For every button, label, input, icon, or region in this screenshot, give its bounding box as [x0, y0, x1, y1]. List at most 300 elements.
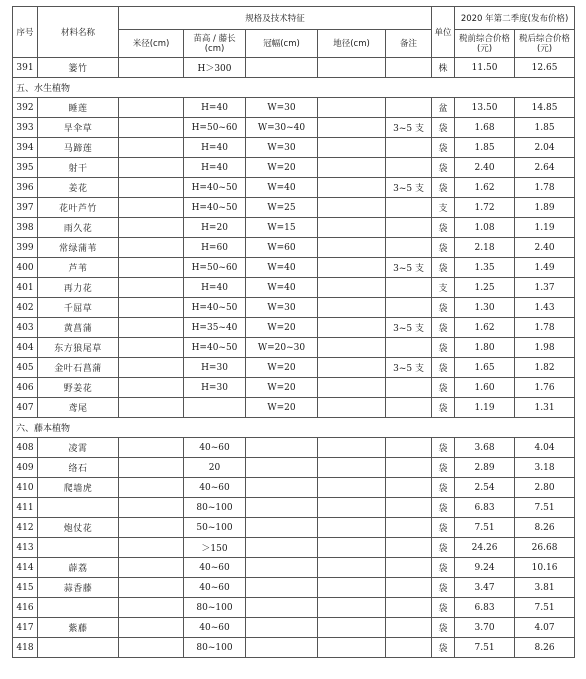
cell-seq: 412	[13, 518, 38, 538]
cell-seq: 407	[13, 398, 38, 418]
cell-pretax-price: 11.50	[455, 58, 515, 78]
cell-unit: 支	[432, 198, 455, 218]
cell-crown: W=40	[246, 178, 318, 198]
cell-height	[184, 398, 246, 418]
cell-note	[386, 518, 432, 538]
cell-unit: 袋	[432, 458, 455, 478]
cell-pretax-price: 7.51	[455, 518, 515, 538]
cell-posttax-price: 1.89	[515, 198, 575, 218]
cell-rice-diameter	[119, 98, 184, 118]
col-name-header: 材料名称	[38, 7, 119, 58]
section-row	[13, 78, 575, 98]
section-label: 六、藤本植物	[13, 418, 575, 438]
cell-name: 东方狼尾草	[38, 338, 119, 358]
cell-name	[38, 498, 119, 518]
cell-ground-diameter	[318, 198, 386, 218]
cell-rice-diameter	[119, 398, 184, 418]
cell-posttax-price: 1.43	[515, 298, 575, 318]
cell-ground-diameter	[318, 558, 386, 578]
cell-pretax-price: 3.47	[455, 578, 515, 598]
table-row	[13, 618, 575, 638]
cell-name: 再力花	[38, 278, 119, 298]
cell-ground-diameter	[318, 338, 386, 358]
cell-height: H=40~50	[184, 198, 246, 218]
cell-crown	[246, 538, 318, 558]
cell-pretax-price: 1.72	[455, 198, 515, 218]
cell-crown: W=20	[246, 398, 318, 418]
cell-posttax-price: 12.65	[515, 58, 575, 78]
cell-note	[386, 58, 432, 78]
cell-pretax-price: 1.62	[455, 178, 515, 198]
table-row	[13, 218, 575, 238]
cell-crown: W=20	[246, 318, 318, 338]
cell-seq: 417	[13, 618, 38, 638]
cell-note	[386, 618, 432, 638]
cell-height: H=60	[184, 238, 246, 258]
cell-height: H＞300	[184, 58, 246, 78]
cell-rice-diameter	[119, 278, 184, 298]
cell-posttax-price: 3.81	[515, 578, 575, 598]
cell-posttax-price: 4.07	[515, 618, 575, 638]
cell-pretax-price: 24.26	[455, 538, 515, 558]
cell-unit: 袋	[432, 578, 455, 598]
cell-rice-diameter	[119, 638, 184, 658]
cell-seq: 401	[13, 278, 38, 298]
cell-height: 40~60	[184, 618, 246, 638]
table-row	[13, 598, 575, 618]
cell-ground-diameter	[318, 58, 386, 78]
col-height-header: 苗高 / 藤长 (cm)	[184, 30, 246, 58]
table-row	[13, 58, 575, 78]
cell-ground-diameter	[318, 218, 386, 238]
cell-name: 姜花	[38, 178, 119, 198]
cell-posttax-price: 2.04	[515, 138, 575, 158]
cell-posttax-price: 8.26	[515, 638, 575, 658]
cell-height: H=40	[184, 278, 246, 298]
cell-posttax-price: 7.51	[515, 498, 575, 518]
cell-crown: W=40	[246, 258, 318, 278]
cell-pretax-price: 3.70	[455, 618, 515, 638]
cell-rice-diameter	[119, 318, 184, 338]
cell-note	[386, 398, 432, 418]
cell-seq: 404	[13, 338, 38, 358]
cell-name: 马蹄莲	[38, 138, 119, 158]
table-row	[13, 398, 575, 418]
cell-note	[386, 458, 432, 478]
cell-unit: 株	[432, 58, 455, 78]
col-rice-diameter-header: 米径(cm)	[119, 30, 184, 58]
cell-ground-diameter	[318, 618, 386, 638]
cell-ground-diameter	[318, 98, 386, 118]
cell-note	[386, 278, 432, 298]
cell-crown	[246, 438, 318, 458]
col-ground-diameter-header: 地径(cm)	[318, 30, 386, 58]
cell-height: 40~60	[184, 578, 246, 598]
cell-rice-diameter	[119, 138, 184, 158]
cell-ground-diameter	[318, 318, 386, 338]
price-table	[12, 6, 575, 658]
cell-pretax-price: 2.54	[455, 478, 515, 498]
cell-name: 雨久花	[38, 218, 119, 238]
cell-seq: 405	[13, 358, 38, 378]
cell-height: H=40~50	[184, 338, 246, 358]
cell-crown	[246, 518, 318, 538]
cell-seq: 415	[13, 578, 38, 598]
col-seq-header: 序号	[13, 7, 38, 58]
cell-ground-diameter	[318, 478, 386, 498]
cell-posttax-price: 1.98	[515, 338, 575, 358]
table-row	[13, 438, 575, 458]
cell-height: 40~60	[184, 438, 246, 458]
cell-ground-diameter	[318, 518, 386, 538]
cell-unit: 袋	[432, 478, 455, 498]
cell-seq: 402	[13, 298, 38, 318]
cell-unit: 盆	[432, 98, 455, 118]
cell-name: 篓竹	[38, 58, 119, 78]
cell-unit: 袋	[432, 638, 455, 658]
col-note-header: 备注	[386, 30, 432, 58]
table-row	[13, 158, 575, 178]
cell-name: 野姜花	[38, 378, 119, 398]
cell-posttax-price: 1.78	[515, 178, 575, 198]
cell-note	[386, 338, 432, 358]
cell-note	[386, 598, 432, 618]
cell-name: 芦苇	[38, 258, 119, 278]
section-row	[13, 418, 575, 438]
table-row	[13, 118, 575, 138]
cell-height: 80~100	[184, 598, 246, 618]
cell-pretax-price: 1.68	[455, 118, 515, 138]
cell-posttax-price: 1.31	[515, 398, 575, 418]
cell-unit: 袋	[432, 258, 455, 278]
cell-crown: W=20	[246, 158, 318, 178]
cell-name	[38, 598, 119, 618]
cell-height: 40~60	[184, 478, 246, 498]
cell-pretax-price: 1.08	[455, 218, 515, 238]
cell-height: 80~100	[184, 498, 246, 518]
cell-posttax-price: 8.26	[515, 518, 575, 538]
cell-note	[386, 478, 432, 498]
cell-name: 鸢尾	[38, 398, 119, 418]
cell-height: 50~100	[184, 518, 246, 538]
cell-note	[386, 498, 432, 518]
cell-seq: 399	[13, 238, 38, 258]
cell-crown	[246, 458, 318, 478]
cell-note: 3~5 支	[386, 118, 432, 138]
cell-crown: W=20	[246, 378, 318, 398]
cell-name: 千屈草	[38, 298, 119, 318]
cell-pretax-price: 1.25	[455, 278, 515, 298]
cell-rice-diameter	[119, 258, 184, 278]
cell-height: 80~100	[184, 638, 246, 658]
cell-crown	[246, 498, 318, 518]
cell-ground-diameter	[318, 138, 386, 158]
cell-name: 花叶芦竹	[38, 198, 119, 218]
cell-unit: 袋	[432, 298, 455, 318]
cell-unit: 袋	[432, 138, 455, 158]
cell-height: H=30	[184, 378, 246, 398]
cell-unit: 袋	[432, 238, 455, 258]
cell-seq: 411	[13, 498, 38, 518]
cell-name	[38, 638, 119, 658]
cell-seq: 408	[13, 438, 38, 458]
cell-name	[38, 538, 119, 558]
cell-height: 20	[184, 458, 246, 478]
cell-height: ＞150	[184, 538, 246, 558]
cell-unit: 袋	[432, 438, 455, 458]
table-row	[13, 518, 575, 538]
cell-pretax-price: 1.62	[455, 318, 515, 338]
price-group-header: 2020 年第二季度(发布价格)	[455, 7, 575, 30]
cell-seq: 406	[13, 378, 38, 398]
cell-ground-diameter	[318, 238, 386, 258]
cell-crown	[246, 558, 318, 578]
cell-pretax-price: 2.40	[455, 158, 515, 178]
cell-rice-diameter	[119, 458, 184, 478]
cell-unit: 袋	[432, 538, 455, 558]
cell-note	[386, 98, 432, 118]
cell-unit: 袋	[432, 598, 455, 618]
cell-note: 3~5 支	[386, 178, 432, 198]
cell-ground-diameter	[318, 638, 386, 658]
table-row	[13, 298, 575, 318]
cell-name: 黄菖蒲	[38, 318, 119, 338]
cell-name: 薜荔	[38, 558, 119, 578]
cell-seq: 413	[13, 538, 38, 558]
cell-name: 旱伞草	[38, 118, 119, 138]
table-body	[13, 58, 575, 658]
cell-crown: W=30	[246, 98, 318, 118]
cell-unit: 袋	[432, 358, 455, 378]
cell-ground-diameter	[318, 178, 386, 198]
cell-height: H=50~60	[184, 118, 246, 138]
cell-unit: 袋	[432, 378, 455, 398]
cell-ground-diameter	[318, 158, 386, 178]
cell-name: 常绿蒲苇	[38, 238, 119, 258]
cell-note	[386, 378, 432, 398]
table-row	[13, 138, 575, 158]
cell-pretax-price: 13.50	[455, 98, 515, 118]
cell-ground-diameter	[318, 258, 386, 278]
cell-ground-diameter	[318, 578, 386, 598]
cell-name: 凌霄	[38, 438, 119, 458]
col-crown-header: 冠幅(cm)	[246, 30, 318, 58]
cell-pretax-price: 6.83	[455, 598, 515, 618]
cell-height: H=40~50	[184, 298, 246, 318]
cell-rice-diameter	[119, 178, 184, 198]
cell-rice-diameter	[119, 218, 184, 238]
table-row	[13, 458, 575, 478]
cell-unit: 袋	[432, 518, 455, 538]
cell-unit: 袋	[432, 318, 455, 338]
cell-rice-diameter	[119, 598, 184, 618]
cell-rice-diameter	[119, 438, 184, 458]
table-row	[13, 538, 575, 558]
cell-note: 3~5 支	[386, 258, 432, 278]
cell-crown	[246, 578, 318, 598]
cell-ground-diameter	[318, 378, 386, 398]
cell-pretax-price: 2.89	[455, 458, 515, 478]
cell-posttax-price: 1.19	[515, 218, 575, 238]
cell-seq: 396	[13, 178, 38, 198]
cell-posttax-price: 14.85	[515, 98, 575, 118]
cell-posttax-price: 10.16	[515, 558, 575, 578]
cell-rice-diameter	[119, 198, 184, 218]
cell-height: H=30	[184, 358, 246, 378]
cell-name: 炮仗花	[38, 518, 119, 538]
cell-ground-diameter	[318, 458, 386, 478]
cell-ground-diameter	[318, 398, 386, 418]
cell-seq: 414	[13, 558, 38, 578]
cell-posttax-price: 1.37	[515, 278, 575, 298]
cell-ground-diameter	[318, 118, 386, 138]
cell-unit: 袋	[432, 558, 455, 578]
cell-crown: W=30	[246, 138, 318, 158]
cell-name: 睡莲	[38, 98, 119, 118]
cell-rice-diameter	[119, 558, 184, 578]
cell-seq: 400	[13, 258, 38, 278]
cell-unit: 支	[432, 278, 455, 298]
table-row	[13, 98, 575, 118]
cell-name: 射干	[38, 158, 119, 178]
cell-unit: 袋	[432, 398, 455, 418]
cell-note	[386, 638, 432, 658]
cell-height: H=40	[184, 98, 246, 118]
cell-crown	[246, 638, 318, 658]
cell-note: 3~5 支	[386, 358, 432, 378]
cell-posttax-price: 26.68	[515, 538, 575, 558]
cell-rice-diameter	[119, 158, 184, 178]
table-row	[13, 258, 575, 278]
cell-unit: 袋	[432, 178, 455, 198]
cell-pretax-price: 6.83	[455, 498, 515, 518]
cell-note	[386, 298, 432, 318]
cell-seq: 395	[13, 158, 38, 178]
cell-note	[386, 558, 432, 578]
table-row	[13, 238, 575, 258]
cell-posttax-price: 2.64	[515, 158, 575, 178]
cell-rice-diameter	[119, 378, 184, 398]
cell-pretax-price: 1.85	[455, 138, 515, 158]
cell-rice-diameter	[119, 478, 184, 498]
cell-unit: 袋	[432, 498, 455, 518]
cell-pretax-price: 1.65	[455, 358, 515, 378]
cell-note	[386, 578, 432, 598]
cell-seq: 409	[13, 458, 38, 478]
cell-unit: 袋	[432, 158, 455, 178]
cell-seq: 416	[13, 598, 38, 618]
cell-ground-diameter	[318, 498, 386, 518]
table-row	[13, 578, 575, 598]
header-row-1	[13, 7, 575, 30]
cell-ground-diameter	[318, 278, 386, 298]
cell-crown	[246, 618, 318, 638]
cell-pretax-price: 9.24	[455, 558, 515, 578]
cell-note	[386, 158, 432, 178]
cell-unit: 袋	[432, 118, 455, 138]
cell-pretax-price: 1.19	[455, 398, 515, 418]
cell-ground-diameter	[318, 598, 386, 618]
table-row	[13, 478, 575, 498]
cell-ground-diameter	[318, 358, 386, 378]
cell-rice-diameter	[119, 518, 184, 538]
cell-seq: 398	[13, 218, 38, 238]
cell-pretax-price: 1.30	[455, 298, 515, 318]
cell-pretax-price: 2.18	[455, 238, 515, 258]
cell-unit: 袋	[432, 218, 455, 238]
cell-posttax-price: 1.78	[515, 318, 575, 338]
cell-height: H=40	[184, 158, 246, 178]
cell-rice-diameter	[119, 618, 184, 638]
table-row	[13, 498, 575, 518]
cell-rice-diameter	[119, 538, 184, 558]
cell-seq: 418	[13, 638, 38, 658]
col-unit-header: 单位	[432, 7, 455, 58]
cell-note	[386, 438, 432, 458]
cell-note	[386, 138, 432, 158]
cell-seq: 410	[13, 478, 38, 498]
cell-height: H=20	[184, 218, 246, 238]
cell-rice-diameter	[119, 578, 184, 598]
cell-posttax-price: 1.49	[515, 258, 575, 278]
col-posttax-header: 税后综合价格(元)	[515, 30, 575, 58]
cell-seq: 403	[13, 318, 38, 338]
cell-seq: 391	[13, 58, 38, 78]
cell-crown: W=15	[246, 218, 318, 238]
cell-pretax-price: 1.80	[455, 338, 515, 358]
cell-rice-diameter	[119, 498, 184, 518]
cell-crown: W=30	[246, 298, 318, 318]
cell-note	[386, 538, 432, 558]
cell-crown: W=60	[246, 238, 318, 258]
cell-posttax-price: 2.80	[515, 478, 575, 498]
table-row	[13, 178, 575, 198]
cell-rice-diameter	[119, 58, 184, 78]
cell-note	[386, 198, 432, 218]
cell-posttax-price: 7.51	[515, 598, 575, 618]
price-table-wrapper	[12, 6, 575, 658]
cell-height: 40~60	[184, 558, 246, 578]
cell-note	[386, 238, 432, 258]
cell-name: 金叶石菖蒲	[38, 358, 119, 378]
cell-posttax-price: 1.76	[515, 378, 575, 398]
cell-posttax-price: 3.18	[515, 458, 575, 478]
cell-pretax-price: 1.35	[455, 258, 515, 278]
cell-unit: 袋	[432, 618, 455, 638]
table-row	[13, 378, 575, 398]
cell-height: H=40	[184, 138, 246, 158]
cell-crown: W=20~30	[246, 338, 318, 358]
table-row	[13, 638, 575, 658]
col-pretax-header: 税前综合价格(元)	[455, 30, 515, 58]
table-row	[13, 358, 575, 378]
cell-rice-diameter	[119, 298, 184, 318]
cell-pretax-price: 3.68	[455, 438, 515, 458]
cell-height: H=50~60	[184, 258, 246, 278]
cell-name: 蒜香藤	[38, 578, 119, 598]
cell-rice-diameter	[119, 118, 184, 138]
cell-name: 爬墙虎	[38, 478, 119, 498]
cell-crown: W=30~40	[246, 118, 318, 138]
cell-ground-diameter	[318, 438, 386, 458]
cell-seq: 392	[13, 98, 38, 118]
cell-crown	[246, 598, 318, 618]
table-row	[13, 558, 575, 578]
cell-posttax-price: 2.40	[515, 238, 575, 258]
cell-rice-diameter	[119, 338, 184, 358]
cell-height: H=35~40	[184, 318, 246, 338]
section-label: 五、水生植物	[13, 78, 575, 98]
